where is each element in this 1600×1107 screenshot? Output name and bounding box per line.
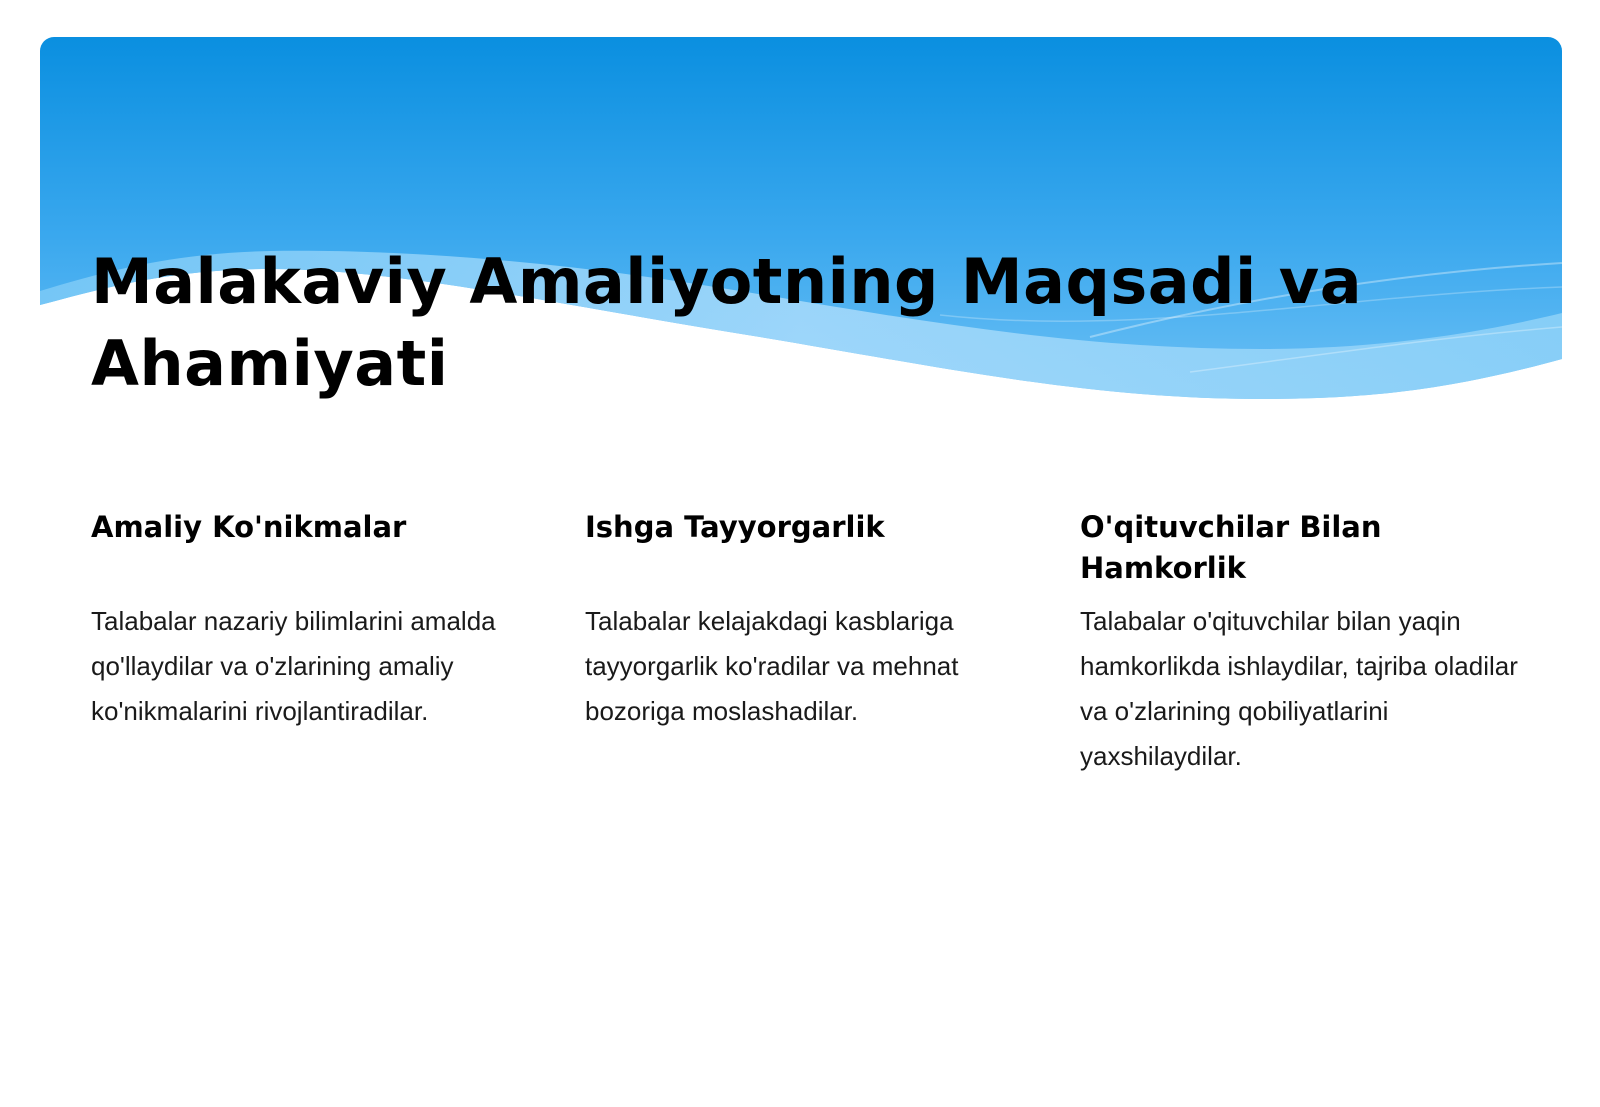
column-body: Talabalar o'qituvchilar bilan yaqin hamkorlikda ishlaydilar, tajriba oladilar va o'zlarining qobiliyatlarini yaxshilaydilar. (1080, 606, 1518, 771)
column-heading: Ishga Tayyorgarlik (585, 510, 885, 544)
column-heading: Amaliy Ko'nikmalar (91, 510, 407, 544)
column-body: Talabalar kelajakdagi kasblariga tayyorgarlik ko'radilar va mehnat bozoriga moslashadilar. (585, 606, 959, 726)
column-heading: O'qituvchilar Bilan Hamkorlik (1080, 510, 1382, 585)
column-teacher-collaboration (1080, 507, 1520, 779)
slide (40, 37, 1562, 1077)
column-practical-skills (91, 507, 531, 734)
column-job-readiness (585, 507, 1025, 734)
column-body: Talabalar nazariy bilimlarini amalda qo'llaydilar va o'zlarining amaliy ko'nikmalarini rivojlantiradilar. (91, 606, 496, 726)
page-title: Malakaviy Amaliyotning Maqsadi va Ahamiyati (91, 245, 1363, 400)
